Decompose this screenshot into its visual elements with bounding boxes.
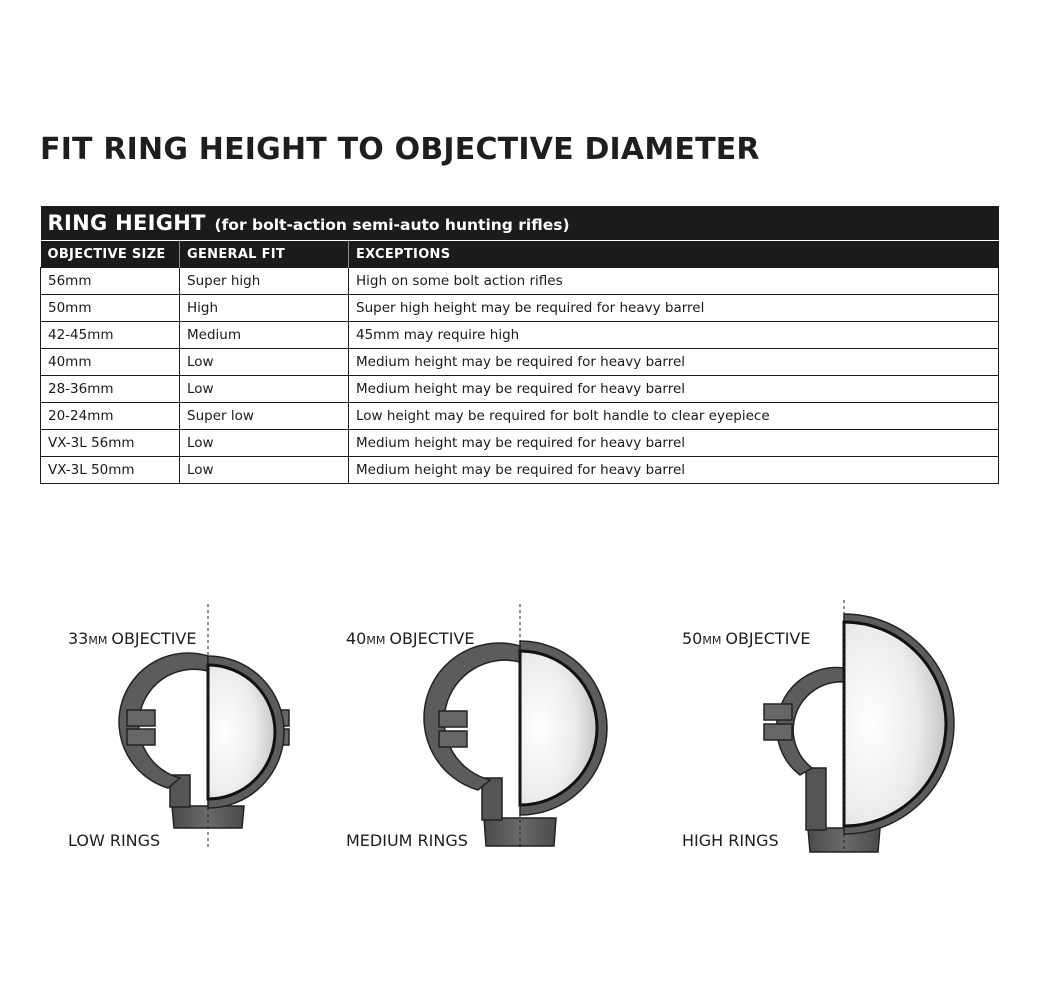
objective-size-cell: VX-3L 50mm: [41, 457, 180, 484]
high-rings-illustration: [682, 600, 954, 852]
objective-size-cell: 20-24mm: [41, 403, 180, 430]
table-title: RING HEIGHT: [47, 211, 206, 235]
objective-size-cell: 42-45mm: [41, 322, 180, 349]
general-fit-cell: Low: [180, 376, 349, 403]
objective-label: 40MM OBJECTIVE: [346, 629, 475, 648]
low-rings-illustration: [68, 604, 289, 850]
general-fit-cell: Medium: [180, 322, 349, 349]
exception-cell: Medium height may be required for heavy barrel: [349, 349, 999, 376]
general-fit-cell: Low: [180, 430, 349, 457]
general-fit-cell: Super low: [180, 403, 349, 430]
page-title: FIT RING HEIGHT TO OBJECTIVE DIAMETER: [40, 132, 760, 167]
exception-cell: Medium height may be required for heavy barrel: [349, 430, 999, 457]
medium-rings-illustration: [346, 604, 607, 850]
ring-label: HIGH RINGS: [682, 831, 779, 850]
exception-cell: Low height may be required for bolt handle to clear eyepiece: [349, 403, 999, 430]
exception-cell: Medium height may be required for heavy barrel: [349, 376, 999, 403]
objective-size-cell: 40mm: [41, 349, 180, 376]
general-fit-cell: High: [180, 295, 349, 322]
table-subtitle: (for bolt-action semi-auto hunting rifles): [214, 216, 570, 234]
column-header-exceptions: EXCEPTIONS: [349, 241, 999, 268]
objective-label: 50MM OBJECTIVE: [682, 629, 811, 648]
objective-label: 33MM OBJECTIVE: [68, 629, 197, 648]
column-header-objective-size: OBJECTIVE SIZE: [41, 241, 180, 268]
exception-cell: 45mm may require high: [349, 322, 999, 349]
column-header-general-fit: GENERAL FIT: [180, 241, 349, 268]
ring-label: LOW RINGS: [68, 831, 161, 850]
exception-cell: Super high height may be required for heavy barrel: [349, 295, 999, 322]
general-fit-cell: Low: [180, 349, 349, 376]
exception-cell: High on some bolt action rifles: [349, 268, 999, 295]
objective-size-cell: VX-3L 56mm: [41, 430, 180, 457]
objective-size-cell: 56mm: [41, 268, 180, 295]
ring-label: MEDIUM RINGS: [346, 831, 468, 850]
general-fit-cell: Super high: [180, 268, 349, 295]
objective-size-cell: 28-36mm: [41, 376, 180, 403]
objective-size-cell: 50mm: [41, 295, 180, 322]
exception-cell: Medium height may be required for heavy barrel: [349, 457, 999, 484]
general-fit-cell: Low: [180, 457, 349, 484]
